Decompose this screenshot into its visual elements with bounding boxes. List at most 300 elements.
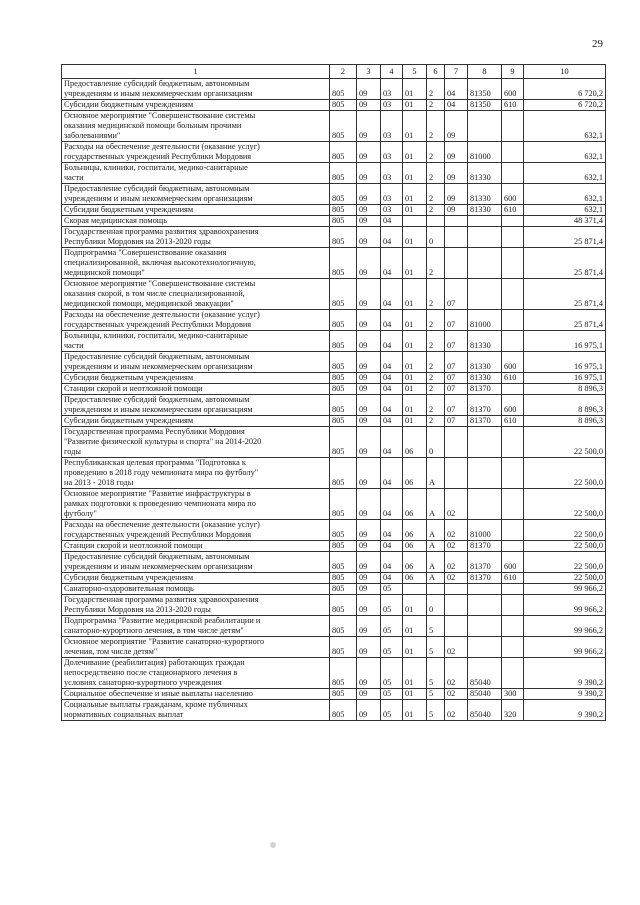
section-code-cell: 09 — [357, 205, 381, 216]
expense-code-cell: 85040 — [468, 658, 502, 689]
section-code-cell: 09 — [357, 79, 381, 100]
program-code-cell — [403, 216, 427, 227]
expense-code-cell — [468, 216, 502, 227]
expense-code-cell: 81330 — [468, 331, 502, 352]
section-code-cell: 09 — [357, 584, 381, 595]
table-row — [62, 658, 606, 689]
section-code-cell: 09 — [357, 248, 381, 279]
column-header-5: 5 — [403, 65, 427, 79]
ministry-code-cell: 805 — [330, 595, 357, 616]
column-header-8: 8 — [468, 65, 502, 79]
expense-type-code-cell — [502, 227, 524, 248]
expense-type-code-cell — [502, 310, 524, 331]
activity-code-cell: 09 — [445, 205, 468, 216]
ministry-code-cell: 805 — [330, 279, 357, 310]
subsection-code-cell: 04 — [381, 573, 403, 584]
table-row — [62, 163, 606, 184]
activity-code-cell — [445, 427, 468, 458]
subprogram-code-cell: 2 — [427, 352, 445, 373]
item-name-cell: Основное мероприятие "Совершенствование системы оказания медицинской помощи больным прочими заболеваниями" — [62, 111, 330, 142]
program-code-cell: 01 — [403, 310, 427, 331]
item-name-cell: Государственная программа Республики Мордовия "Развитие физической культуры и спорта" на 2014-2020 годы — [62, 427, 330, 458]
subprogram-code-cell — [427, 584, 445, 595]
subprogram-code-cell: 5 — [427, 658, 445, 689]
expense-code-cell — [468, 279, 502, 310]
table-row — [62, 520, 606, 541]
activity-code-cell: 07 — [445, 373, 468, 384]
ministry-code-cell: 805 — [330, 489, 357, 520]
expense-code-cell: 81330 — [468, 205, 502, 216]
item-name-cell: Предоставление субсидий бюджетным, автономным учреждениям и иным некоммерческим организациям — [62, 395, 330, 416]
section-code-cell: 09 — [357, 427, 381, 458]
section-code-cell: 09 — [357, 279, 381, 310]
subsection-code-cell: 03 — [381, 184, 403, 205]
expense-type-code-cell — [502, 541, 524, 552]
amount-cell: 25 871,4 — [524, 227, 606, 248]
item-name-cell: Субсидии бюджетным учреждениям — [62, 573, 330, 584]
activity-code-cell: 02 — [445, 700, 468, 721]
subsection-code-cell: 03 — [381, 142, 403, 163]
subprogram-code-cell: 5 — [427, 689, 445, 700]
expense-type-code-cell — [502, 111, 524, 142]
ministry-code-cell: 805 — [330, 416, 357, 427]
section-code-cell: 09 — [357, 458, 381, 489]
activity-code-cell: 07 — [445, 395, 468, 416]
subsection-code-cell: 05 — [381, 689, 403, 700]
amount-cell: 632,1 — [524, 142, 606, 163]
expense-type-code-cell: 600 — [502, 395, 524, 416]
amount-cell: 99 966,2 — [524, 637, 606, 658]
item-name-cell: Государственная программа развития здравоохранения Республики Мордовия на 2013-2020 годы — [62, 595, 330, 616]
item-name-cell: Станции скорой и неотложной помощи — [62, 384, 330, 395]
expense-type-code-cell — [502, 616, 524, 637]
table-row — [62, 279, 606, 310]
table-row — [62, 79, 606, 100]
program-code-cell: 01 — [403, 700, 427, 721]
expense-code-cell — [468, 427, 502, 458]
item-name-cell: Подпрограмма "Развитие медицинской реабилитации и санаторно-курортного лечения, в том числе детям" — [62, 616, 330, 637]
table-row — [62, 573, 606, 584]
section-code-cell: 09 — [357, 520, 381, 541]
ministry-code-cell: 805 — [330, 458, 357, 489]
section-code-cell: 09 — [357, 184, 381, 205]
item-name-cell: Подпрограмма "Совершенствование оказания специализированной, включая высокотехнологичную, медицинской помощи" — [62, 248, 330, 279]
subprogram-code-cell: А — [427, 552, 445, 573]
subsection-code-cell: 04 — [381, 520, 403, 541]
subsection-code-cell: 04 — [381, 458, 403, 489]
subsection-code-cell: 04 — [381, 310, 403, 331]
expense-type-code-cell — [502, 427, 524, 458]
table-row — [62, 458, 606, 489]
subprogram-code-cell: 2 — [427, 310, 445, 331]
amount-cell: 16 975,1 — [524, 331, 606, 352]
expense-type-code-cell — [502, 331, 524, 352]
item-name-cell: Социальные выплаты гражданам, кроме публичных нормативных социальных выплат — [62, 700, 330, 721]
program-code-cell: 01 — [403, 184, 427, 205]
subprogram-code-cell — [427, 216, 445, 227]
activity-code-cell — [445, 595, 468, 616]
subprogram-code-cell: 2 — [427, 111, 445, 142]
item-name-cell: Расходы на обеспечение деятельности (оказание услуг) государственных учреждений Республики Мордовия — [62, 142, 330, 163]
expense-code-cell: 81370 — [468, 552, 502, 573]
subprogram-code-cell: 2 — [427, 416, 445, 427]
amount-cell: 22 500,0 — [524, 427, 606, 458]
expense-code-cell — [468, 637, 502, 658]
section-code-cell: 09 — [357, 163, 381, 184]
item-name-cell: Республиканская целевая программа "Подготовка к проведению в 2018 году чемпионата мира по футболу" на 2013 - 2018 годы — [62, 458, 330, 489]
item-name-cell: Социальное обеспечение и иные выплаты населению — [62, 689, 330, 700]
table-row — [62, 373, 606, 384]
activity-code-cell: 07 — [445, 384, 468, 395]
subsection-code-cell: 05 — [381, 700, 403, 721]
amount-cell: 9 390,2 — [524, 689, 606, 700]
amount-cell: 25 871,4 — [524, 248, 606, 279]
program-code-cell: 01 — [403, 100, 427, 111]
table-row — [62, 111, 606, 142]
ministry-code-cell: 805 — [330, 205, 357, 216]
expense-code-cell — [468, 595, 502, 616]
expense-type-code-cell: 600 — [502, 552, 524, 573]
amount-cell: 8 896,3 — [524, 416, 606, 427]
ministry-code-cell: 805 — [330, 700, 357, 721]
item-name-cell: Расходы на обеспечение деятельности (оказание услуг) государственных учреждений Республики Мордовия — [62, 310, 330, 331]
program-code-cell: 01 — [403, 111, 427, 142]
table-row — [62, 700, 606, 721]
amount-cell: 22 500,0 — [524, 520, 606, 541]
section-code-cell: 09 — [357, 111, 381, 142]
program-code-cell: 01 — [403, 227, 427, 248]
activity-code-cell: 09 — [445, 142, 468, 163]
subprogram-code-cell: 2 — [427, 184, 445, 205]
subsection-code-cell: 04 — [381, 352, 403, 373]
subprogram-code-cell: А — [427, 541, 445, 552]
expense-type-code-cell: 610 — [502, 573, 524, 584]
amount-cell: 632,1 — [524, 163, 606, 184]
expense-code-cell: 81370 — [468, 541, 502, 552]
program-code-cell — [403, 584, 427, 595]
table-row — [62, 637, 606, 658]
table-row — [62, 616, 606, 637]
section-code-cell: 09 — [357, 227, 381, 248]
subsection-code-cell: 04 — [381, 384, 403, 395]
subsection-code-cell: 04 — [381, 227, 403, 248]
section-code-cell: 09 — [357, 100, 381, 111]
expense-type-code-cell — [502, 595, 524, 616]
expense-type-code-cell: 610 — [502, 416, 524, 427]
expense-code-cell: 81330 — [468, 184, 502, 205]
ministry-code-cell: 805 — [330, 331, 357, 352]
expense-type-code-cell — [502, 458, 524, 489]
item-name-cell: Станции скорой и неотложной помощи — [62, 541, 330, 552]
expense-type-code-cell — [502, 142, 524, 163]
ministry-code-cell: 805 — [330, 373, 357, 384]
section-code-cell: 09 — [357, 352, 381, 373]
subprogram-code-cell: 5 — [427, 616, 445, 637]
subprogram-code-cell: 5 — [427, 637, 445, 658]
amount-cell: 48 371,4 — [524, 216, 606, 227]
program-code-cell: 01 — [403, 163, 427, 184]
column-header-9: 9 — [502, 65, 524, 79]
expense-code-cell — [468, 111, 502, 142]
table-row — [62, 216, 606, 227]
item-name-cell: Предоставление субсидий бюджетным, автономным учреждениям и иным некоммерческим организациям — [62, 184, 330, 205]
activity-code-cell: 09 — [445, 163, 468, 184]
activity-code-cell: 02 — [445, 489, 468, 520]
section-code-cell: 09 — [357, 689, 381, 700]
activity-code-cell: 02 — [445, 552, 468, 573]
subprogram-code-cell: А — [427, 489, 445, 520]
activity-code-cell: 04 — [445, 79, 468, 100]
amount-cell: 6 720,2 — [524, 79, 606, 100]
section-code-cell: 09 — [357, 216, 381, 227]
subsection-code-cell: 05 — [381, 658, 403, 689]
program-code-cell: 01 — [403, 637, 427, 658]
expense-code-cell: 81000 — [468, 142, 502, 163]
subprogram-code-cell: 2 — [427, 395, 445, 416]
ministry-code-cell: 805 — [330, 584, 357, 595]
table-row — [62, 310, 606, 331]
activity-code-cell: 02 — [445, 573, 468, 584]
ministry-code-cell: 805 — [330, 658, 357, 689]
program-code-cell: 01 — [403, 595, 427, 616]
subprogram-code-cell: 2 — [427, 373, 445, 384]
activity-code-cell: 02 — [445, 520, 468, 541]
amount-cell: 25 871,4 — [524, 310, 606, 331]
program-code-cell: 06 — [403, 520, 427, 541]
section-code-cell: 09 — [357, 637, 381, 658]
amount-cell: 22 500,0 — [524, 541, 606, 552]
item-name-cell: Предоставление субсидий бюджетным, автономным учреждениям и иным некоммерческим организациям — [62, 352, 330, 373]
expense-code-cell: 81330 — [468, 352, 502, 373]
item-name-cell: Субсидии бюджетным учреждениям — [62, 373, 330, 384]
column-header-3: 3 — [357, 65, 381, 79]
subprogram-code-cell: 2 — [427, 142, 445, 163]
expense-code-cell: 85040 — [468, 700, 502, 721]
subsection-code-cell: 04 — [381, 216, 403, 227]
table-row — [62, 489, 606, 520]
section-code-cell: 09 — [357, 700, 381, 721]
table-row — [62, 384, 606, 395]
ministry-code-cell: 805 — [330, 541, 357, 552]
budget-table — [61, 64, 606, 721]
amount-cell: 22 500,0 — [524, 489, 606, 520]
section-code-cell: 09 — [357, 541, 381, 552]
program-code-cell: 01 — [403, 416, 427, 427]
activity-code-cell: 02 — [445, 689, 468, 700]
page-number: 29 — [592, 38, 603, 50]
expense-type-code-cell: 600 — [502, 352, 524, 373]
ministry-code-cell: 805 — [330, 184, 357, 205]
activity-code-cell — [445, 216, 468, 227]
section-code-cell: 09 — [357, 331, 381, 352]
expense-type-code-cell — [502, 248, 524, 279]
subsection-code-cell: 03 — [381, 163, 403, 184]
expense-type-code-cell — [502, 279, 524, 310]
activity-code-cell: 02 — [445, 637, 468, 658]
subsection-code-cell: 03 — [381, 79, 403, 100]
ministry-code-cell: 805 — [330, 227, 357, 248]
section-code-cell: 09 — [357, 552, 381, 573]
subprogram-code-cell: 2 — [427, 384, 445, 395]
activity-code-cell: 09 — [445, 184, 468, 205]
amount-cell: 16 975,1 — [524, 373, 606, 384]
expense-code-cell: 81330 — [468, 373, 502, 384]
section-code-cell: 09 — [357, 489, 381, 520]
table-row — [62, 100, 606, 111]
ministry-code-cell: 805 — [330, 310, 357, 331]
item-name-cell: Субсидии бюджетным учреждениям — [62, 416, 330, 427]
subsection-code-cell: 04 — [381, 416, 403, 427]
expense-type-code-cell — [502, 658, 524, 689]
amount-cell: 632,1 — [524, 205, 606, 216]
subprogram-code-cell: А — [427, 458, 445, 489]
program-code-cell: 01 — [403, 279, 427, 310]
ministry-code-cell: 805 — [330, 352, 357, 373]
table-row — [62, 184, 606, 205]
table-row — [62, 552, 606, 573]
expense-code-cell: 81370 — [468, 395, 502, 416]
expense-code-cell — [468, 458, 502, 489]
subsection-code-cell: 05 — [381, 637, 403, 658]
table-row — [62, 395, 606, 416]
section-code-cell: 09 — [357, 616, 381, 637]
subsection-code-cell: 04 — [381, 279, 403, 310]
expense-type-code-cell — [502, 489, 524, 520]
section-code-cell: 09 — [357, 310, 381, 331]
amount-cell: 99 966,2 — [524, 616, 606, 637]
ministry-code-cell: 805 — [330, 384, 357, 395]
table-row — [62, 248, 606, 279]
item-name-cell: Субсидии бюджетным учреждениям — [62, 205, 330, 216]
column-header-6: 6 — [427, 65, 445, 79]
ministry-code-cell: 805 — [330, 637, 357, 658]
item-name-cell: Субсидии бюджетным учреждениям — [62, 100, 330, 111]
expense-type-code-cell — [502, 637, 524, 658]
ministry-code-cell: 805 — [330, 248, 357, 279]
expense-type-code-cell — [502, 384, 524, 395]
item-name-cell: Предоставление субсидий бюджетным, автономным учреждениям и иным некоммерческим организациям — [62, 552, 330, 573]
activity-code-cell — [445, 248, 468, 279]
activity-code-cell: 02 — [445, 541, 468, 552]
amount-cell: 22 500,0 — [524, 458, 606, 489]
expense-type-code-cell — [502, 520, 524, 541]
subprogram-code-cell: 5 — [427, 700, 445, 721]
expense-type-code-cell — [502, 163, 524, 184]
subsection-code-cell: 04 — [381, 552, 403, 573]
column-header-2: 2 — [330, 65, 357, 79]
item-name-cell: Основное мероприятие "Развитие инфраструктуры в рамках подготовки к проведению чемпионата мира по футболу" — [62, 489, 330, 520]
ministry-code-cell: 805 — [330, 216, 357, 227]
program-code-cell: 01 — [403, 689, 427, 700]
subsection-code-cell: 05 — [381, 595, 403, 616]
amount-cell: 16 975,1 — [524, 352, 606, 373]
subprogram-code-cell: 2 — [427, 331, 445, 352]
activity-code-cell: 09 — [445, 111, 468, 142]
subsection-code-cell: 03 — [381, 111, 403, 142]
section-code-cell: 09 — [357, 416, 381, 427]
section-code-cell: 09 — [357, 384, 381, 395]
ministry-code-cell: 805 — [330, 616, 357, 637]
amount-cell: 22 500,0 — [524, 552, 606, 573]
expense-type-code-cell: 300 — [502, 689, 524, 700]
amount-cell: 9 390,2 — [524, 700, 606, 721]
expense-type-code-cell: 610 — [502, 100, 524, 111]
expense-code-cell: 85040 — [468, 689, 502, 700]
table-row — [62, 595, 606, 616]
table-row — [62, 427, 606, 458]
ministry-code-cell: 805 — [330, 573, 357, 584]
section-code-cell: 09 — [357, 573, 381, 584]
expense-code-cell — [468, 616, 502, 637]
table-row — [62, 352, 606, 373]
subprogram-code-cell: 2 — [427, 163, 445, 184]
expense-code-cell: 81000 — [468, 310, 502, 331]
expense-code-cell: 81370 — [468, 573, 502, 584]
program-code-cell: 06 — [403, 489, 427, 520]
ministry-code-cell: 805 — [330, 100, 357, 111]
item-name-cell: Расходы на обеспечение деятельности (оказание услуг) государственных учреждений Республики Мордовия — [62, 520, 330, 541]
expense-code-cell — [468, 584, 502, 595]
subprogram-code-cell: 0 — [427, 427, 445, 458]
expense-type-code-cell — [502, 584, 524, 595]
item-name-cell: Государственная программа развития здравоохранения Республики Мордовия на 2013-2020 годы — [62, 227, 330, 248]
ministry-code-cell: 805 — [330, 689, 357, 700]
subsection-code-cell: 03 — [381, 100, 403, 111]
amount-cell: 22 500,0 — [524, 573, 606, 584]
expense-type-code-cell — [502, 216, 524, 227]
subsection-code-cell: 04 — [381, 427, 403, 458]
ministry-code-cell: 805 — [330, 142, 357, 163]
subsection-code-cell: 05 — [381, 616, 403, 637]
table-row — [62, 331, 606, 352]
ministry-code-cell: 805 — [330, 520, 357, 541]
program-code-cell: 06 — [403, 552, 427, 573]
ministry-code-cell: 805 — [330, 163, 357, 184]
expense-code-cell: 81370 — [468, 416, 502, 427]
activity-code-cell: 07 — [445, 416, 468, 427]
expense-code-cell: 81330 — [468, 163, 502, 184]
column-header-1: 1 — [62, 65, 330, 79]
amount-cell: 8 896,3 — [524, 384, 606, 395]
table-row — [62, 584, 606, 595]
item-name-cell: Долечивание (реабилитация) работающих граждан непосредственно после стационарного лечения в условиях санаторно-курортного учреждения — [62, 658, 330, 689]
column-header-10: 10 — [524, 65, 606, 79]
item-name-cell: Скорая медицинская помощь — [62, 216, 330, 227]
ministry-code-cell: 805 — [330, 111, 357, 142]
expense-type-code-cell: 600 — [502, 184, 524, 205]
ministry-code-cell: 805 — [330, 427, 357, 458]
amount-cell: 632,1 — [524, 111, 606, 142]
expense-code-cell: 81350 — [468, 100, 502, 111]
program-code-cell: 01 — [403, 79, 427, 100]
amount-cell: 9 390,2 — [524, 658, 606, 689]
program-code-cell: 06 — [403, 573, 427, 584]
table-row — [62, 205, 606, 216]
item-name-cell: Санаторно-оздоровительная помощь — [62, 584, 330, 595]
item-name-cell: Больницы, клиники, госпитали, медико-санитарные части — [62, 331, 330, 352]
table-row — [62, 689, 606, 700]
table-row — [62, 541, 606, 552]
expense-code-cell: 81350 — [468, 79, 502, 100]
amount-cell: 8 896,3 — [524, 395, 606, 416]
ministry-code-cell: 805 — [330, 552, 357, 573]
expense-code-cell — [468, 489, 502, 520]
table-body — [62, 79, 606, 721]
ministry-code-cell: 805 — [330, 395, 357, 416]
subsection-code-cell: 04 — [381, 489, 403, 520]
subprogram-code-cell: 2 — [427, 100, 445, 111]
program-code-cell: 01 — [403, 384, 427, 395]
